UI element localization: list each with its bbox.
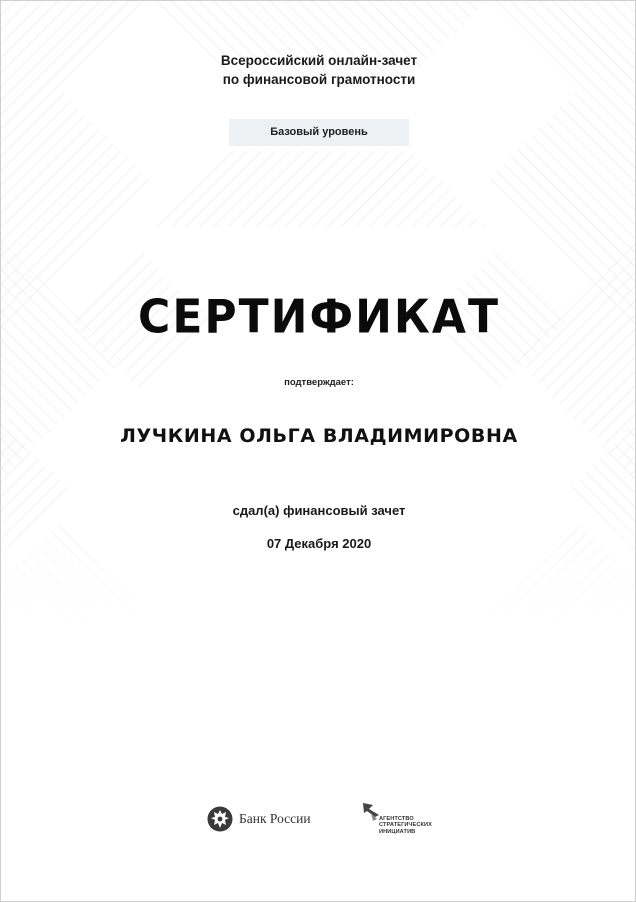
confirms-label: подтверждает: <box>284 377 354 388</box>
recipient-name: ЛУЧКИНА ОЛЬГА ВЛАДИМИРОВНА <box>120 425 518 447</box>
level-badge: Базовый уровень <box>229 119 409 146</box>
exam-date: 07 Декабря 2020 <box>266 536 372 551</box>
certificate-title: СЕРТИФИКАТ <box>138 290 500 345</box>
asi-line-3: ИНИЦИАТИВ <box>379 828 416 835</box>
asi-line-2: СТРАТЕГИЧЕСКИХ <box>379 822 432 829</box>
bank-of-russia-logo <box>207 805 311 833</box>
asi-wordmark <box>379 816 432 835</box>
contest-title-line-2: по финансовой грамотности <box>222 72 416 87</box>
asi-logo <box>361 801 432 837</box>
bank-of-russia-eagle-icon <box>207 806 233 832</box>
contest-title-line-1: Всероссийский онлайн-зачет <box>220 53 418 68</box>
passed-statement: сдал(а) финансовый зачет <box>232 503 406 518</box>
bank-name: Банк России <box>239 811 311 826</box>
contest-title <box>1 51 636 89</box>
asi-line-1: АГЕНТСТВО <box>379 816 414 822</box>
